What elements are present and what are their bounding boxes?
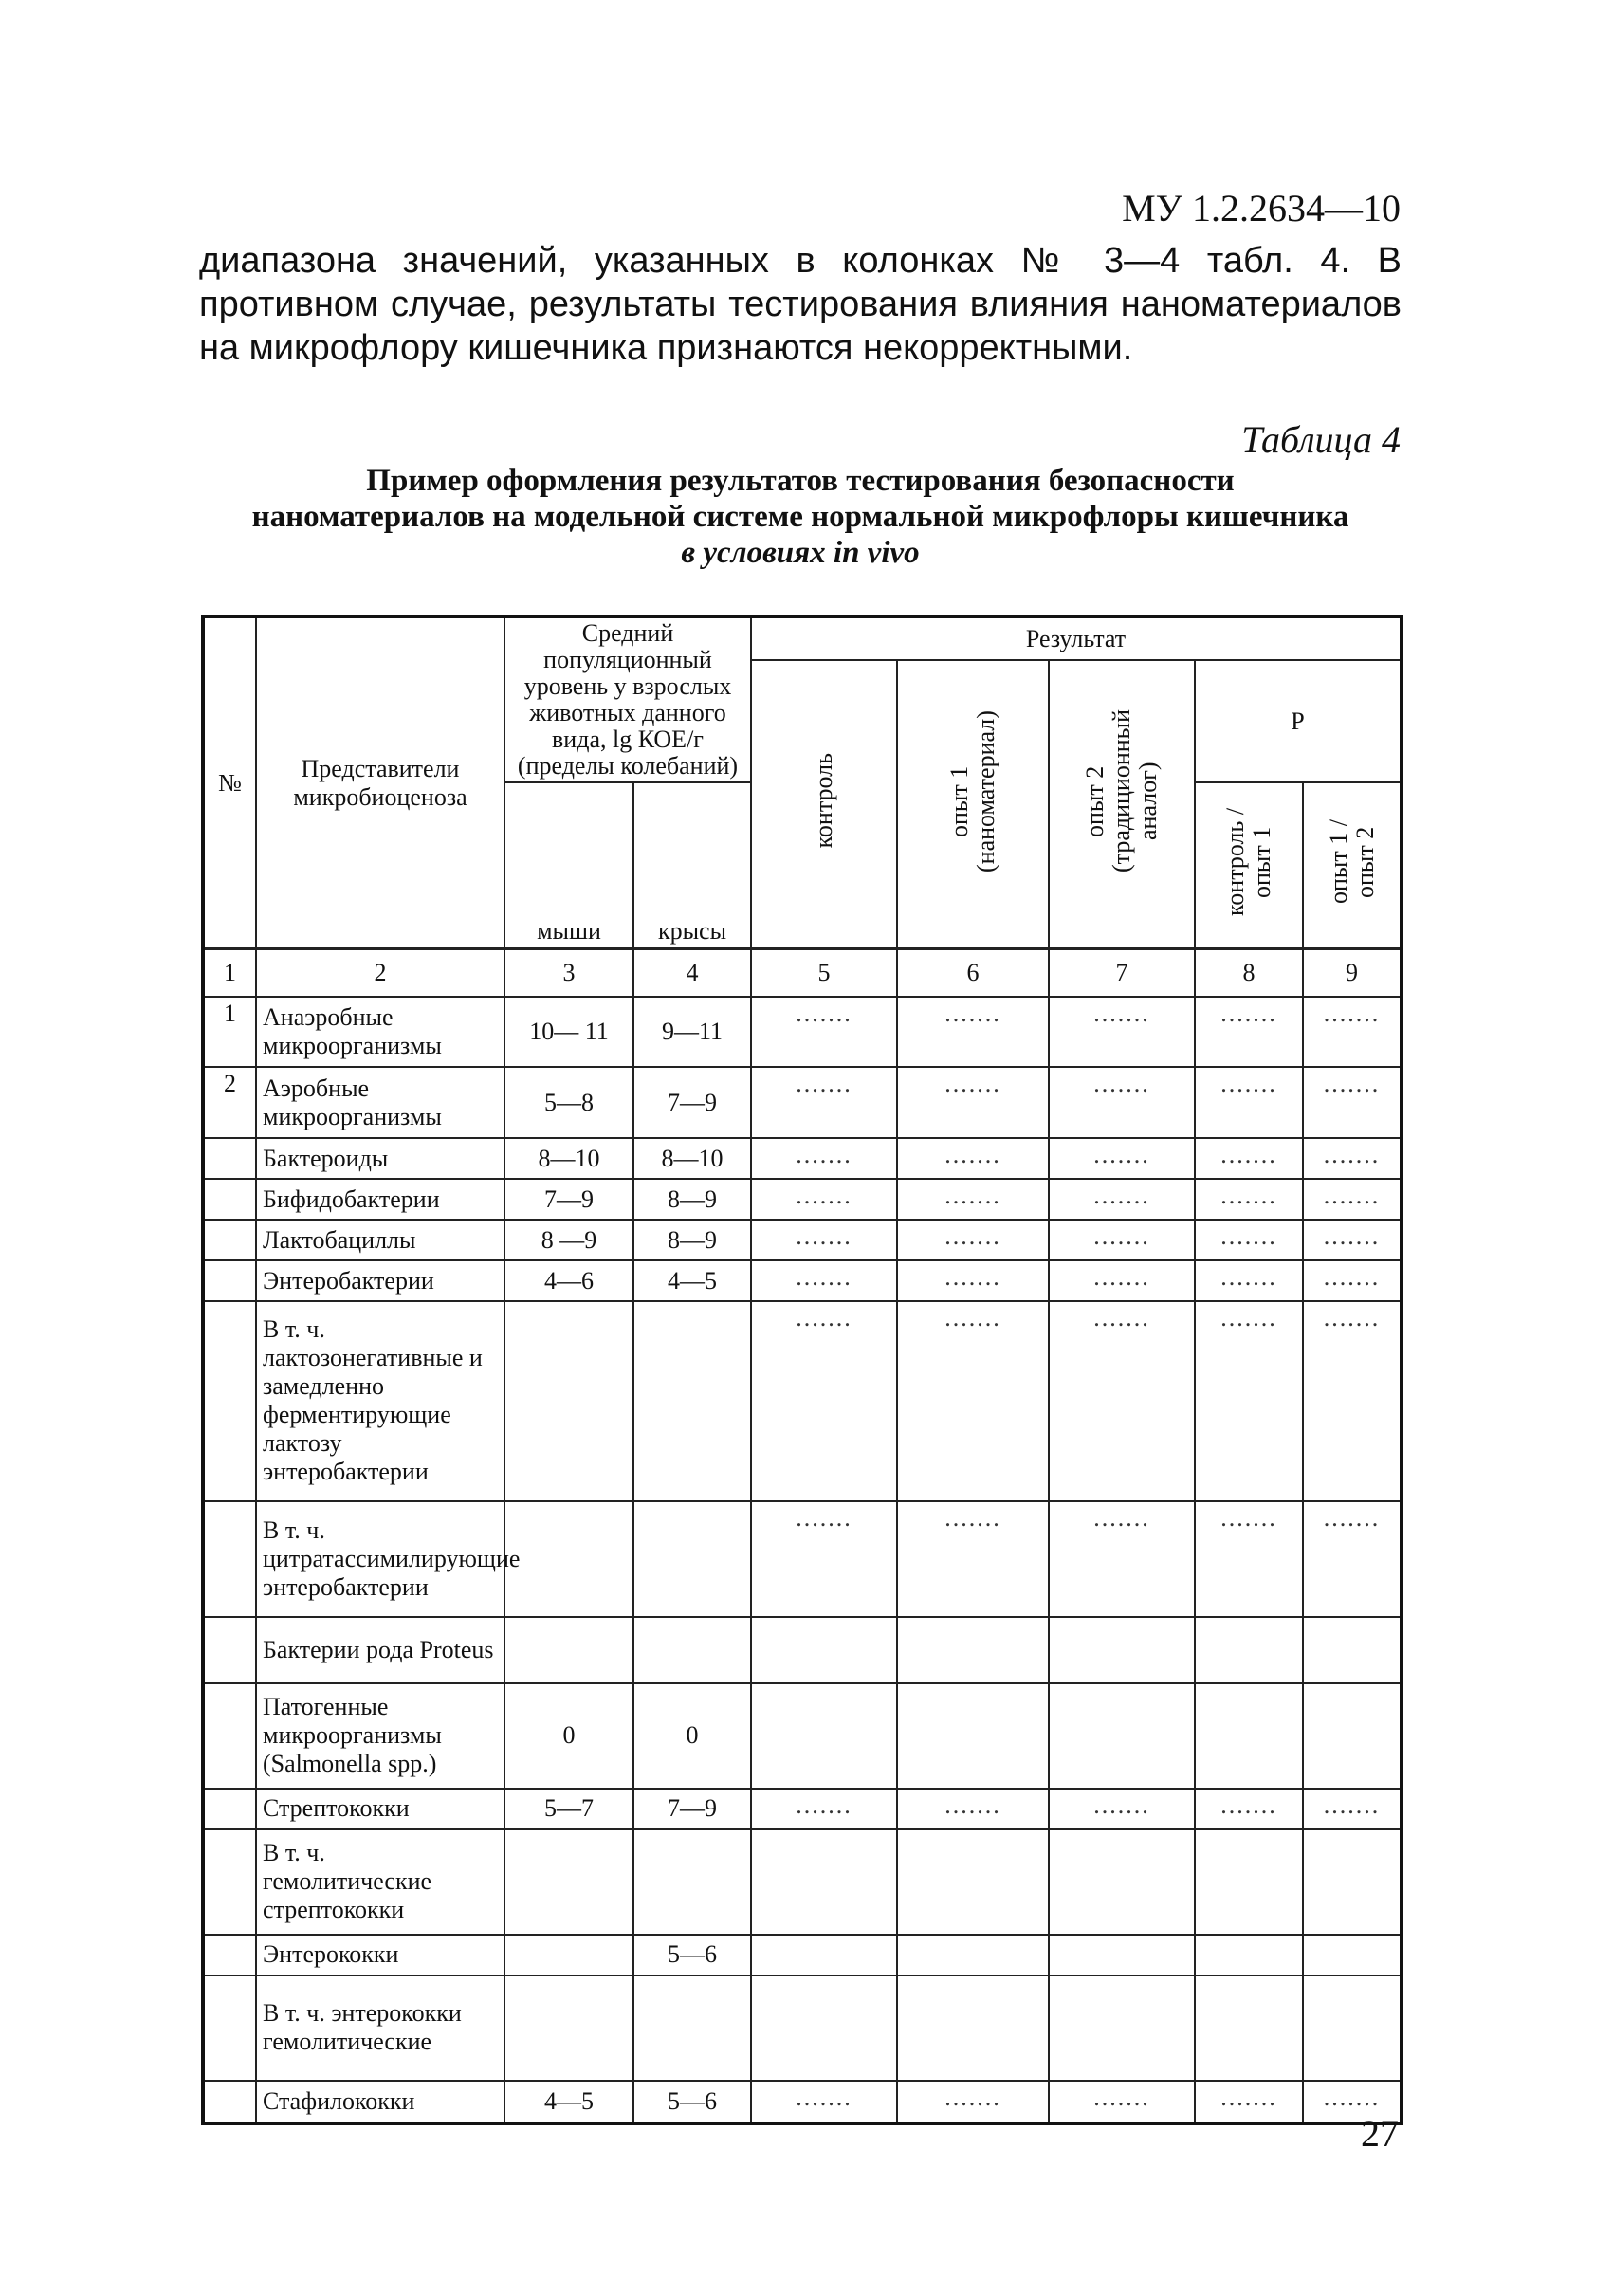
row-mice-value bbox=[504, 1975, 633, 2081]
row-result-placeholder bbox=[1195, 1829, 1303, 1935]
row-rats-value: 5—6 bbox=[633, 2081, 751, 2123]
row-result-placeholder bbox=[1049, 1617, 1195, 1683]
row-mice-value: 0 bbox=[504, 1683, 633, 1789]
row-result-placeholder bbox=[1303, 1829, 1402, 1935]
column-number-9: 9 bbox=[1303, 949, 1402, 997]
col-header-avg-level: Средний популяционный уровень у взрослых животных данного вида, lg КОЕ/г (пределы колебаний) bbox=[504, 616, 751, 782]
row-representative: Анаэробные микроорганизмы bbox=[256, 997, 504, 1068]
row-mice-value: 10— 11 bbox=[504, 997, 633, 1068]
row-result-placeholder bbox=[1303, 1935, 1402, 1975]
column-number-8: 8 bbox=[1195, 949, 1303, 997]
table-label: Таблица 4 bbox=[1241, 418, 1401, 461]
row-representative: Патогенные микроорганизмы (Salmonella spp.) bbox=[256, 1683, 504, 1789]
row-result-placeholder: ....... bbox=[1049, 1789, 1195, 1829]
col-header-representatives: Представители микробиоценоза bbox=[256, 616, 504, 948]
row-rats-value bbox=[633, 1975, 751, 2081]
row-result-placeholder bbox=[751, 1829, 897, 1935]
row-result-placeholder: ....... bbox=[751, 1301, 897, 1500]
row-result-placeholder: ....... bbox=[897, 1260, 1049, 1301]
col-header-control: контроль bbox=[751, 660, 897, 948]
caption-line-2: наноматериалов на модельной системе нормальной микрофлоры кишечника bbox=[251, 500, 1349, 534]
row-result-placeholder bbox=[1195, 1617, 1303, 1683]
row-result-placeholder: ....... bbox=[1195, 997, 1303, 1068]
row-result-placeholder: ....... bbox=[1303, 1220, 1402, 1260]
row-rats-value: 8—9 bbox=[633, 1179, 751, 1220]
table-row bbox=[203, 1789, 1402, 1829]
row-result-placeholder bbox=[751, 1935, 897, 1975]
column-number-2: 2 bbox=[256, 949, 504, 997]
table-row bbox=[203, 1935, 1402, 1975]
row-result-placeholder: ....... bbox=[1049, 1301, 1195, 1500]
document-code: МУ 1.2.2634—10 bbox=[1122, 187, 1401, 230]
row-mice-value: 5—7 bbox=[504, 1789, 633, 1829]
row-rats-value: 5—6 bbox=[633, 1935, 751, 1975]
row-result-placeholder bbox=[751, 1617, 897, 1683]
row-rats-value bbox=[633, 1829, 751, 1935]
row-result-placeholder bbox=[1303, 1975, 1402, 2081]
row-result-placeholder bbox=[1049, 1683, 1195, 1789]
row-rats-value: 4—5 bbox=[633, 1260, 751, 1301]
row-result-placeholder: ....... bbox=[751, 1501, 897, 1617]
row-mice-value bbox=[504, 1301, 633, 1500]
row-number bbox=[203, 1501, 256, 1617]
row-result-placeholder: ....... bbox=[1303, 997, 1402, 1068]
row-number bbox=[203, 1829, 256, 1935]
row-number bbox=[203, 2081, 256, 2123]
row-result-placeholder: ....... bbox=[1195, 1179, 1303, 1220]
row-result-placeholder bbox=[751, 1683, 897, 1789]
caption-line-3: в условиях in vivo bbox=[681, 536, 920, 570]
column-number-3: 3 bbox=[504, 949, 633, 997]
col-header-exp1: опыт 1 (наноматериал) bbox=[897, 660, 1049, 948]
row-result-placeholder bbox=[897, 1975, 1049, 2081]
table-row bbox=[203, 1179, 1402, 1220]
row-result-placeholder: ....... bbox=[1303, 2081, 1402, 2123]
col-header-mice: мыши bbox=[504, 782, 633, 948]
row-result-placeholder: ....... bbox=[1049, 997, 1195, 1068]
row-rats-value: 7—9 bbox=[633, 1067, 751, 1138]
row-result-placeholder: ....... bbox=[751, 1220, 897, 1260]
col-header-p-control-exp1: контроль / опыт 1 bbox=[1195, 782, 1303, 948]
row-result-placeholder: ....... bbox=[1049, 1501, 1195, 1617]
row-result-placeholder: ....... bbox=[1049, 1260, 1195, 1301]
table-row bbox=[203, 1683, 1402, 1789]
row-result-placeholder: ....... bbox=[897, 1220, 1049, 1260]
table-row bbox=[203, 1975, 1402, 2081]
row-result-placeholder: ....... bbox=[751, 1067, 897, 1138]
row-result-placeholder: ....... bbox=[1049, 1179, 1195, 1220]
col-header-p: Р bbox=[1195, 660, 1402, 782]
table-row bbox=[203, 1617, 1402, 1683]
row-result-placeholder: ....... bbox=[1303, 1260, 1402, 1301]
col-header-p-exp1-exp2: опыт 1 / опыт 2 bbox=[1303, 782, 1402, 948]
row-rats-value: 8—10 bbox=[633, 1138, 751, 1179]
row-representative: Аэробные микроорганизмы bbox=[256, 1067, 504, 1138]
row-mice-value bbox=[504, 1829, 633, 1935]
page-number: 27 bbox=[1361, 2112, 1399, 2155]
row-result-placeholder: ....... bbox=[1195, 1220, 1303, 1260]
table-row bbox=[203, 1260, 1402, 1301]
row-result-placeholder bbox=[1303, 1617, 1402, 1683]
row-representative: Энтеробактерии bbox=[256, 1260, 504, 1301]
col-header-result: Результат bbox=[751, 616, 1402, 660]
row-result-placeholder: ....... bbox=[897, 1501, 1049, 1617]
row-mice-value: 8—10 bbox=[504, 1138, 633, 1179]
row-rats-value bbox=[633, 1617, 751, 1683]
row-result-placeholder bbox=[1195, 1935, 1303, 1975]
row-result-placeholder: ....... bbox=[1195, 1067, 1303, 1138]
row-result-placeholder: ....... bbox=[1303, 1179, 1402, 1220]
row-representative: Стрептококки bbox=[256, 1789, 504, 1829]
row-number bbox=[203, 1935, 256, 1975]
row-result-placeholder: ....... bbox=[751, 1260, 897, 1301]
table-row bbox=[203, 2081, 1402, 2123]
row-number bbox=[203, 1179, 256, 1220]
row-result-placeholder: ....... bbox=[1303, 1789, 1402, 1829]
row-representative: Лактобациллы bbox=[256, 1220, 504, 1260]
row-result-placeholder: ....... bbox=[897, 1179, 1049, 1220]
col-header-rats: крысы bbox=[633, 782, 751, 948]
row-representative: Бифидобактерии bbox=[256, 1179, 504, 1220]
row-mice-value: 4—5 bbox=[504, 2081, 633, 2123]
row-number bbox=[203, 1975, 256, 2081]
column-number-1: 1 bbox=[203, 949, 256, 997]
row-result-placeholder: ....... bbox=[1049, 1220, 1195, 1260]
row-rats-value: 9—11 bbox=[633, 997, 751, 1068]
row-representative: В т. ч. гемолитические стрептококки bbox=[256, 1829, 504, 1935]
row-result-placeholder: ....... bbox=[1195, 1138, 1303, 1179]
column-number-6: 6 bbox=[897, 949, 1049, 997]
row-mice-value: 8 —9 bbox=[504, 1220, 633, 1260]
row-rats-value bbox=[633, 1301, 751, 1500]
row-result-placeholder bbox=[1195, 1975, 1303, 2081]
row-result-placeholder: ....... bbox=[751, 2081, 897, 2123]
column-number-4: 4 bbox=[633, 949, 751, 997]
row-mice-value bbox=[504, 1617, 633, 1683]
row-representative: В т. ч. лактозонегативные и замедленно ферментирующие лактозу энтеробактерии bbox=[256, 1301, 504, 1500]
col-header-num: № bbox=[203, 616, 256, 948]
row-result-placeholder: ....... bbox=[897, 1301, 1049, 1500]
row-result-placeholder: ....... bbox=[897, 2081, 1049, 2123]
row-result-placeholder bbox=[1049, 1935, 1195, 1975]
row-number bbox=[203, 1301, 256, 1500]
row-result-placeholder: ....... bbox=[1195, 2081, 1303, 2123]
row-number: 2 bbox=[203, 1067, 256, 1138]
row-result-placeholder: ....... bbox=[1049, 1138, 1195, 1179]
row-number bbox=[203, 1220, 256, 1260]
row-result-placeholder: ....... bbox=[1195, 1501, 1303, 1617]
column-number-5: 5 bbox=[751, 949, 897, 997]
row-number bbox=[203, 1260, 256, 1301]
row-mice-value: 7—9 bbox=[504, 1179, 633, 1220]
table-row bbox=[203, 1138, 1402, 1179]
row-number bbox=[203, 1138, 256, 1179]
row-result-placeholder bbox=[897, 1829, 1049, 1935]
column-number-7: 7 bbox=[1049, 949, 1195, 997]
row-representative: В т. ч. цитратассимилирующие энтеробактерии bbox=[256, 1501, 504, 1617]
row-result-placeholder: ....... bbox=[897, 1138, 1049, 1179]
row-result-placeholder: ....... bbox=[897, 1789, 1049, 1829]
row-result-placeholder: ....... bbox=[1303, 1067, 1402, 1138]
row-number: 1 bbox=[203, 997, 256, 1068]
row-result-placeholder: ....... bbox=[1303, 1301, 1402, 1500]
row-result-placeholder bbox=[751, 1975, 897, 2081]
table-row bbox=[203, 1829, 1402, 1935]
row-representative: Бактероиды bbox=[256, 1138, 504, 1179]
table-row bbox=[203, 1301, 1402, 1500]
caption-line-1: Пример оформления результатов тестирования безопасности bbox=[366, 464, 1235, 498]
row-result-placeholder bbox=[1049, 1829, 1195, 1935]
row-result-placeholder: ....... bbox=[1195, 1260, 1303, 1301]
row-number bbox=[203, 1683, 256, 1789]
row-representative: Бактерии рода Proteus bbox=[256, 1617, 504, 1683]
row-result-placeholder bbox=[897, 1935, 1049, 1975]
row-result-placeholder bbox=[897, 1617, 1049, 1683]
row-representative: В т. ч. энтерококки гемолитические bbox=[256, 1975, 504, 2081]
row-representative: Энтерококки bbox=[256, 1935, 504, 1975]
row-number bbox=[203, 1617, 256, 1683]
results-table bbox=[201, 615, 1403, 2125]
row-rats-value: 0 bbox=[633, 1683, 751, 1789]
row-result-placeholder bbox=[1195, 1683, 1303, 1789]
row-result-placeholder bbox=[1049, 1975, 1195, 2081]
row-result-placeholder: ....... bbox=[1195, 1301, 1303, 1500]
row-result-placeholder: ....... bbox=[751, 1179, 897, 1220]
table-row bbox=[203, 997, 1402, 1068]
row-result-placeholder: ....... bbox=[1303, 1501, 1402, 1617]
row-result-placeholder: ....... bbox=[751, 1789, 897, 1829]
row-result-placeholder: ....... bbox=[751, 1138, 897, 1179]
row-result-placeholder: ....... bbox=[1303, 1138, 1402, 1179]
row-number bbox=[203, 1789, 256, 1829]
row-mice-value: 5—8 bbox=[504, 1067, 633, 1138]
row-result-placeholder: ....... bbox=[1049, 1067, 1195, 1138]
row-result-placeholder: ....... bbox=[897, 1067, 1049, 1138]
col-header-exp2: опыт 2 (традиционный аналог) bbox=[1049, 660, 1195, 948]
row-mice-value: 4—6 bbox=[504, 1260, 633, 1301]
table-row bbox=[203, 1501, 1402, 1617]
row-rats-value: 7—9 bbox=[633, 1789, 751, 1829]
row-result-placeholder bbox=[897, 1683, 1049, 1789]
table-row bbox=[203, 1067, 1402, 1138]
intro-paragraph: диапазона значений, указанных в колонках № 3—4 табл. 4. В противном случае, результаты тестирования влияния наноматериалов на микрофлору кишечника признаются некорректными. bbox=[199, 241, 1402, 368]
row-mice-value bbox=[504, 1935, 633, 1975]
column-numbers-row bbox=[203, 949, 1402, 997]
row-mice-value bbox=[504, 1501, 633, 1617]
table-row bbox=[203, 1220, 1402, 1260]
row-representative: Стафилококки bbox=[256, 2081, 504, 2123]
row-result-placeholder: ....... bbox=[751, 997, 897, 1068]
row-result-placeholder: ....... bbox=[1195, 1789, 1303, 1829]
row-rats-value bbox=[633, 1501, 751, 1617]
row-result-placeholder bbox=[1303, 1683, 1402, 1789]
row-result-placeholder: ....... bbox=[897, 997, 1049, 1068]
table-caption bbox=[199, 463, 1402, 571]
row-rats-value: 8—9 bbox=[633, 1220, 751, 1260]
row-result-placeholder: ....... bbox=[1049, 2081, 1195, 2123]
